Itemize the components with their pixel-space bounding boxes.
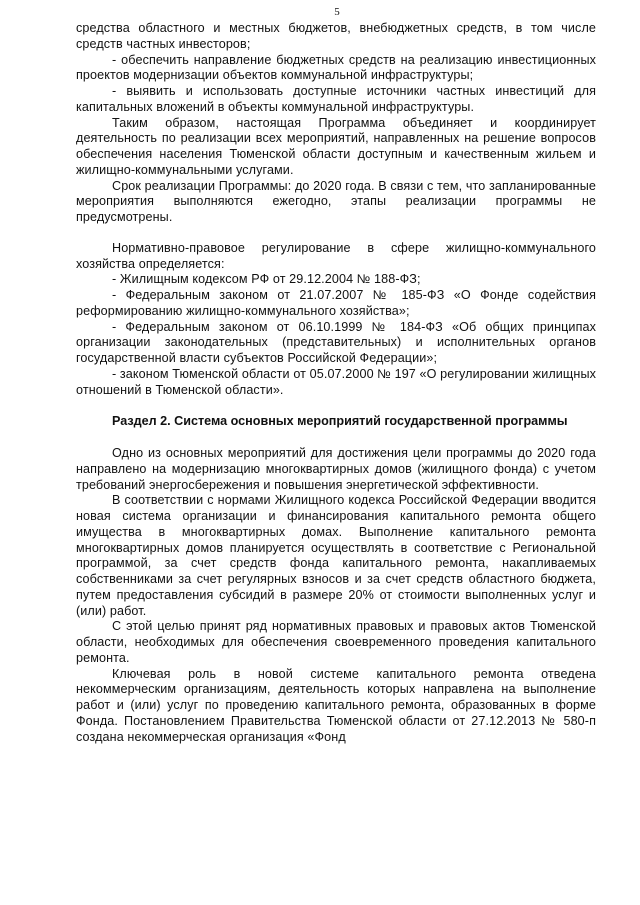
document-page [76,0,596,745]
paragraph-private-investment: - выявить и использовать доступные источники частных инвестиций для капитальных вложений в объекты коммунальной инфраструктуры. [76,84,596,114]
paragraph-capital-repair-system: В соответствии с нормами Жилищного кодекса Российской Федерации вводится новая система организации и финансирования капитального ремонта общего имущества в многоквартирных домах. Выполнение капитального ремонта многоквартирных домов планируется осуществлять в соответствие с Региональной программой, за счет средств фонда капитального ремонта, накапливаемых собственниками за счет регулярных взносов и за счет средств областного бюджета, путем предоставления субсидий в размере 20% от стоимости выполненных услуг и (или) работ. [76,493,596,618]
paragraph-program-term: Срок реализации Программы: до 2020 года. В связи с тем, что запланированные мероприятия выполняются ежегодно, этапы реализации программы не предусмотрены. [76,178,596,224]
list-item-regional-law-197: - законом Тюменской области от 05.07.2000 № 197 «О регулировании жилищных отношений в Тюменской области». [76,366,596,397]
paragraph-regulation-intro: Нормативно-правовое регулирование в сфере жилищно-коммунального хозяйства определяется: [76,240,596,271]
paragraph-regulatory-acts: С этой целью принят ряд нормативных правовых и правовых актов Тюменской области, необходимых для обеспечения своевременного проведения капитального ремонта. [76,619,596,665]
list-item-federal-law-184: - Федеральным законом от 06.10.1999 № 184-ФЗ «Об общих принципах организации законодательных (представительных) и исполнительных органов государственной власти субъектов Российской Федерации»; [76,319,596,365]
section-heading: Раздел 2. Система основных мероприятий государственной программы [112,414,568,429]
list-item-housing-code: - Жилищным кодексом РФ от 29.12.2004 № 188-ФЗ; [112,272,421,287]
paragraph-nonprofit-fund: Ключевая роль в новой системе капитального ремонта отведена некоммерческим организациям, деятельность которых направлена на выполнение работ и (или) услуг по проведению капитального ремонта, образованных в форме Фонда. Постановлением Правительства Тюменской области от 27.12.2013 № 580-п создана некоммерческая организация «Фонд [76,666,596,744]
list-item-federal-law-185: - Федеральным законом от 21.07.2007 № 185-ФЗ «О Фонде содействия реформированию жилищно-коммунального хозяйства»; [76,288,596,318]
paragraph-budget-direction: - обеспечить направление бюджетных средств на реализацию инвестиционных проектов модернизации объектов коммунальной инфраструктуры; [76,52,596,83]
paragraph-funding-sources: средства областного и местных бюджетов, внебюджетных средств, в том числе средств частных инвесторов; [76,21,596,51]
paragraph-modernization-goal: Одно из основных мероприятий для достижения цели программы до 2020 года направлено на модернизацию многоквартирных домов (жилищного фонда) с учетом требований энергосбережения и повышения энергетической эффективности. [76,446,596,492]
paragraph-program-coordination: Таким образом, настоящая Программа объединяет и координирует деятельность по реализации всех мероприятий, направленных на решение вопросов обеспечения населения Тюменской области доступным и качественным жильем и жилищно-коммунальными услугами. [76,115,596,177]
page-number: 5 [334,6,340,18]
